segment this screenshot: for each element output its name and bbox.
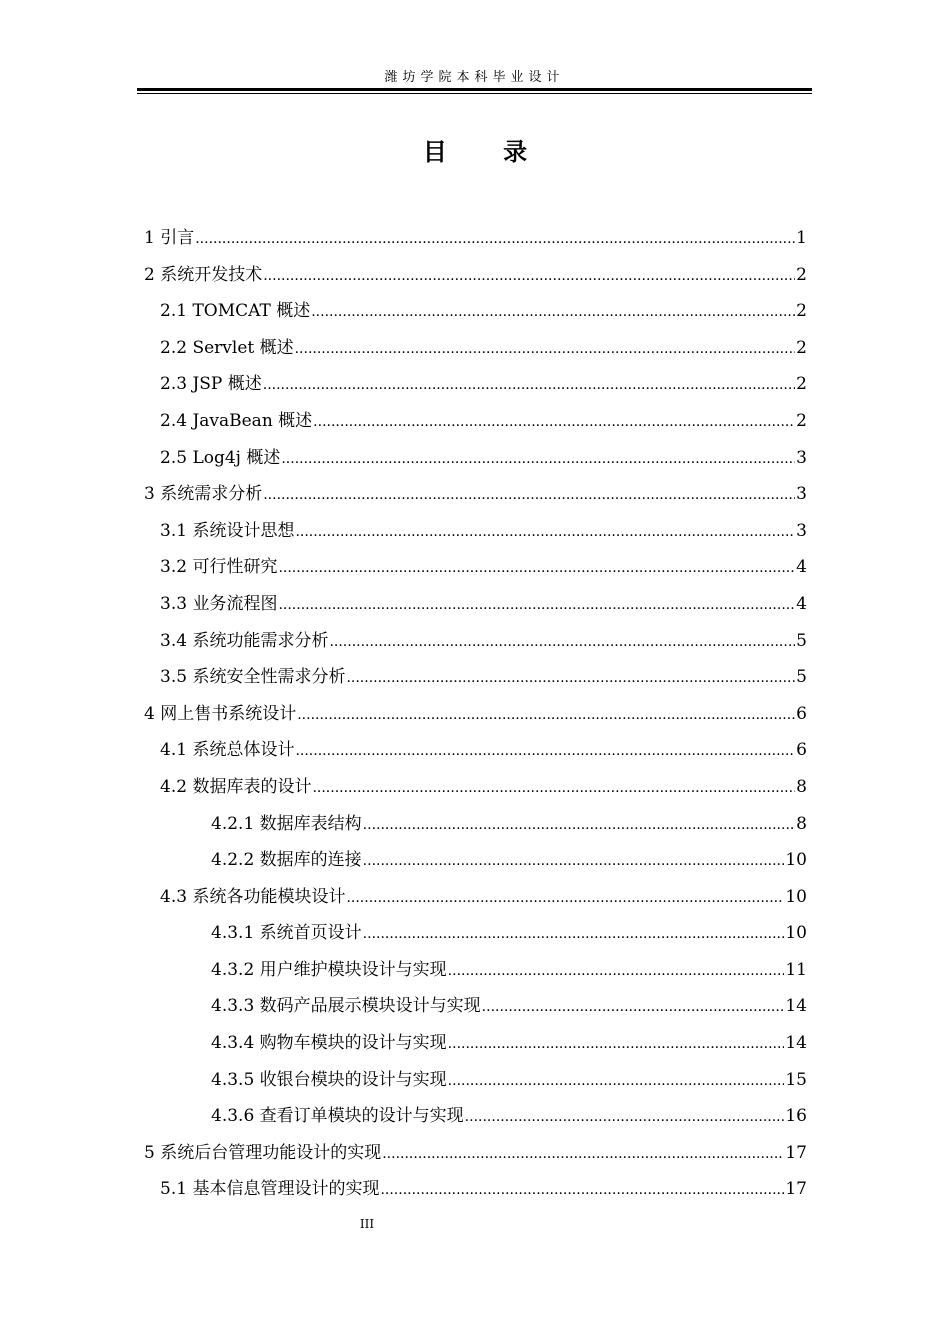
toc-entry[interactable] <box>144 702 807 739</box>
toc-entry-page: 10 <box>785 850 807 871</box>
toc-entry-page: 11 <box>785 959 807 980</box>
toc-dot-leader <box>329 630 795 654</box>
toc-entry-label: 3.2 可行性研究 <box>160 557 278 578</box>
toc-entry-page: 3 <box>796 520 807 541</box>
toc-entry[interactable] <box>144 372 807 409</box>
toc-entry[interactable] <box>144 921 807 958</box>
toc-entry-label: 2 系统开发技术 <box>144 264 263 285</box>
toc-entry-page: 14 <box>785 1033 807 1054</box>
toc-entry-label: 4.1 系统总体设计 <box>160 740 295 761</box>
toc-entry-label: 5 系统后台管理功能设计的实现 <box>144 1142 382 1163</box>
toc-entry[interactable] <box>144 1177 807 1214</box>
toc-entry[interactable] <box>144 812 807 849</box>
toc-entry[interactable] <box>144 885 807 922</box>
toc-dot-leader <box>346 886 784 910</box>
toc-entry[interactable] <box>144 738 807 775</box>
toc-entry-page: 8 <box>796 813 807 834</box>
toc-entry-label: 2.5 Log4j 概述 <box>160 447 281 468</box>
toc-dot-leader <box>263 373 795 397</box>
toc-entry-page: 10 <box>785 923 807 944</box>
header-rule-thin <box>137 93 812 94</box>
toc-entry-label: 3 系统需求分析 <box>144 484 263 505</box>
toc-entry-label: 2.2 Servlet 概述 <box>160 337 294 358</box>
toc-dot-leader <box>311 300 795 324</box>
toc-dot-leader <box>195 227 795 251</box>
toc-entry[interactable] <box>144 592 807 629</box>
toc-dot-leader <box>346 666 795 690</box>
toc-dot-leader <box>382 1142 784 1166</box>
toc-entry-label: 3.5 系统安全性需求分析 <box>160 667 346 688</box>
toc-entry[interactable] <box>144 848 807 885</box>
toc-entry-page: 3 <box>796 447 807 468</box>
toc-dot-leader <box>295 739 795 763</box>
toc-dot-leader <box>448 959 785 983</box>
page-number: III <box>359 1217 375 1231</box>
toc-entry-page: 14 <box>785 996 807 1017</box>
toc-entry-page: 2 <box>796 301 807 322</box>
toc-entry-label: 4.2 数据库表的设计 <box>160 776 312 797</box>
toc-dot-leader <box>363 922 785 946</box>
toc-entry-label: 1 引言 <box>144 228 195 248</box>
toc-entry-label: 4.2.2 数据库的连接 <box>211 850 362 871</box>
toc-entry-page: 6 <box>796 740 807 761</box>
toc-dot-leader <box>295 520 795 544</box>
toc-entry-label: 4.3.3 数码产品展示模块设计与实现 <box>211 996 481 1017</box>
toc-entry-page: 4 <box>796 593 807 614</box>
toc-dot-leader <box>363 813 796 837</box>
toc-dot-leader <box>297 703 795 727</box>
toc-entry[interactable] <box>144 958 807 995</box>
toc-entry[interactable] <box>144 226 807 263</box>
toc-entry-label: 4.3.5 收银台模块的设计与实现 <box>211 1069 447 1090</box>
toc-title: 目 录 <box>422 138 552 166</box>
toc-entry-label: 2.1 TOMCAT 概述 <box>160 301 311 322</box>
toc-dot-leader <box>278 556 795 580</box>
toc-entry[interactable] <box>144 336 807 373</box>
toc-entry[interactable] <box>144 482 807 519</box>
toc-entry-page: 8 <box>796 776 807 797</box>
toc-entry-page: 15 <box>785 1069 807 1090</box>
toc-entry-page: 17 <box>785 1179 807 1200</box>
toc-entry-page: 1 <box>796 228 807 248</box>
toc-dot-leader <box>313 410 795 434</box>
toc-entry-label: 4.3 系统各功能模块设计 <box>160 886 346 907</box>
page-header <box>137 68 812 94</box>
toc-dot-leader <box>482 995 785 1019</box>
header-rule-thick <box>137 88 812 91</box>
toc-entry[interactable] <box>144 629 807 666</box>
toc-entry-label: 3.3 业务流程图 <box>160 593 278 614</box>
toc-dot-leader <box>263 264 795 288</box>
toc-entry-label: 2.3 JSP 概述 <box>160 374 262 395</box>
toc-entry-page: 2 <box>796 337 807 358</box>
toc-entry-page: 6 <box>796 703 807 724</box>
toc-entry-label: 4.2.1 数据库表结构 <box>211 813 362 834</box>
toc-entry-page: 2 <box>796 374 807 395</box>
toc-entry[interactable] <box>144 994 807 1031</box>
toc-entry[interactable] <box>144 1031 807 1068</box>
toc-dot-leader <box>465 1105 785 1129</box>
toc-entry-label: 5.1 基本信息管理设计的实现 <box>160 1179 380 1200</box>
toc-entry-label: 3.4 系统功能需求分析 <box>160 630 329 651</box>
toc-entry-page: 2 <box>796 410 807 431</box>
toc-entry[interactable] <box>144 1141 807 1178</box>
toc-entry-page: 2 <box>796 264 807 285</box>
toc-entry-label: 4.3.2 用户维护模块设计与实现 <box>211 959 447 980</box>
toc-dot-leader <box>448 1069 785 1093</box>
table-of-contents <box>144 226 807 1214</box>
toc-entry[interactable] <box>144 263 807 300</box>
toc-entry[interactable] <box>144 409 807 446</box>
toc-dot-leader <box>263 483 795 507</box>
toc-entry[interactable] <box>144 775 807 812</box>
toc-entry-page: 16 <box>785 1106 807 1127</box>
toc-entry[interactable] <box>144 1104 807 1141</box>
toc-dot-leader <box>448 1032 785 1056</box>
toc-entry-label: 3.1 系统设计思想 <box>160 520 295 541</box>
toc-entry[interactable] <box>144 299 807 336</box>
toc-dot-leader <box>281 447 795 471</box>
toc-entry-page: 5 <box>796 667 807 688</box>
toc-entry-label: 4.3.6 查看订单模块的设计与实现 <box>211 1106 464 1127</box>
toc-entry-label: 4 网上售书系统设计 <box>144 703 297 724</box>
toc-entry-page: 5 <box>796 630 807 651</box>
toc-entry-label: 2.4 JavaBean 概述 <box>160 410 313 431</box>
toc-entry-page: 17 <box>785 1142 807 1163</box>
toc-entry[interactable] <box>144 1068 807 1105</box>
toc-dot-leader <box>363 849 785 873</box>
toc-entry-page: 3 <box>796 484 807 505</box>
header-text: 潍坊学院本科毕业设计 <box>384 70 565 85</box>
toc-dot-leader <box>312 776 795 800</box>
toc-entry-label: 4.3.4 购物车模块的设计与实现 <box>211 1033 447 1054</box>
toc-entry-page: 10 <box>785 886 807 907</box>
toc-entry-label: 4.3.1 系统首页设计 <box>211 923 362 944</box>
toc-entry[interactable] <box>144 555 807 592</box>
toc-entry[interactable] <box>144 519 807 556</box>
toc-dot-leader <box>278 593 795 617</box>
toc-entry[interactable] <box>144 446 807 483</box>
toc-entry[interactable] <box>144 665 807 702</box>
toc-entry-page: 4 <box>796 557 807 578</box>
toc-dot-leader <box>295 337 796 361</box>
toc-dot-leader <box>380 1178 784 1202</box>
